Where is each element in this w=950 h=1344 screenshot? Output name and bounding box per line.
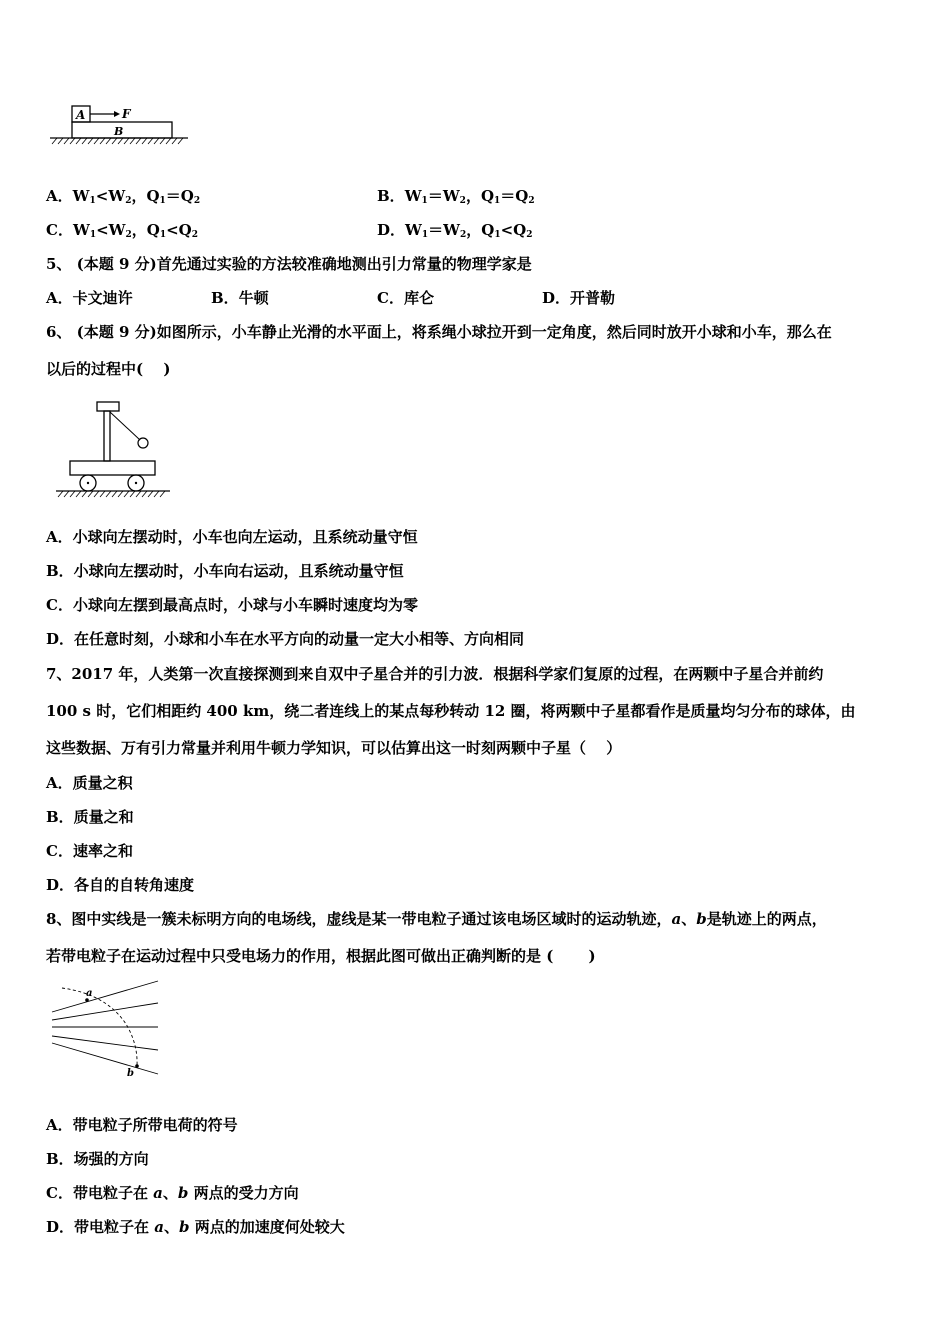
q6-stem-line1: 6、 (本题 9 分)如图所示，小车静止光滑的水平面上，将系绳小球拉开到一定角度，然后同时放开小球和小车，那么在	[46, 323, 832, 341]
q7-option-a: A．质量之积	[46, 774, 133, 792]
q8-option-c: C．带电粒子在 a、b 两点的受力方向	[46, 1184, 299, 1202]
q8-option-a: A．带电粒子所带电荷的符号	[46, 1116, 238, 1134]
electric-field-figure	[46, 978, 168, 1084]
q6-stem-line2: 以后的过程中( )	[46, 360, 171, 378]
q5-option-c: C．库仑	[377, 289, 434, 307]
q5-stem: 5、 (本题 9 分)首先通过实验的方法较准确地测出引力常量的物理学家是	[46, 255, 532, 273]
q7-option-c: C．速率之和	[46, 842, 133, 860]
q4-option-b: B．$W_1=W_2$，$Q_1=Q_2$	[377, 187, 535, 206]
field-point-b-label: b	[127, 1068, 134, 1079]
q7-stem-line2: 100 s 时，它们相距约 400 km，绕二者连线上的某点每秒转动 12 圈，将两颗中子星都看作是质量均匀分布的球体，由	[46, 702, 856, 720]
field-point-a-label: a	[86, 988, 93, 999]
q4-option-a: A．$W_1<W_2$，$Q_1=Q_2$	[46, 187, 201, 206]
q5-option-b: B．牛顿	[211, 289, 269, 307]
plank-b-label: B	[114, 125, 124, 138]
q6-option-c: C．小球向左摆到最高点时，小球与小车瞬时速度均为零	[46, 596, 418, 614]
q7-stem-line3: 这些数据、万有引力常量并利用牛顿力学知识，可以估算出这一时刻两颗中子星（ ）	[46, 739, 622, 757]
q6-option-d: D．在任意时刻，小球和小车在水平方向的动量一定大小相等、方向相同	[46, 630, 525, 648]
q6-option-b: B．小球向左摆动时，小车向右运动，且系统动量守恒	[46, 562, 404, 580]
q5-option-a: A．卡文迪许	[46, 289, 133, 307]
q8-option-b: B．场强的方向	[46, 1150, 149, 1168]
q7-option-d: D．各自的自转角速度	[46, 876, 195, 894]
q8-stem-line2: 若带电粒子在运动过程中只受电场力的作用，根据此图可做出正确判断的是 ( )	[46, 947, 596, 965]
q5-option-d: D．开普勒	[542, 289, 616, 307]
q8-option-d: D．带电粒子在 a、b 两点的加速度何处较大	[46, 1218, 345, 1236]
q4-option-c: C．$W_1<W_2$，$Q_1<Q_2$	[46, 221, 199, 240]
q7-option-b: B．质量之和	[46, 808, 134, 826]
cart-pendulum-figure	[52, 396, 177, 504]
force-f-label: F	[122, 107, 131, 121]
q8-stem-line1: 8、图中实线是一簇未标明方向的电场线，虚线是某一带电粒子通过该电场区域时的运动轨迹，a、b是轨迹上的两点，	[46, 910, 827, 928]
block-a-label: A	[76, 108, 86, 122]
q4-option-d: D．$W_1=W_2$，$Q_1<Q_2$	[377, 221, 533, 240]
q6-option-a: A．小球向左摆动时，小车也向左运动，且系统动量守恒	[46, 528, 418, 546]
q7-stem-line1: 7、2017 年，人类第一次直接探测到来自双中子星合并的引力波．根据科学家们复原的过程，在两颗中子星合并前约	[46, 665, 824, 683]
block-plank-figure	[48, 100, 193, 148]
